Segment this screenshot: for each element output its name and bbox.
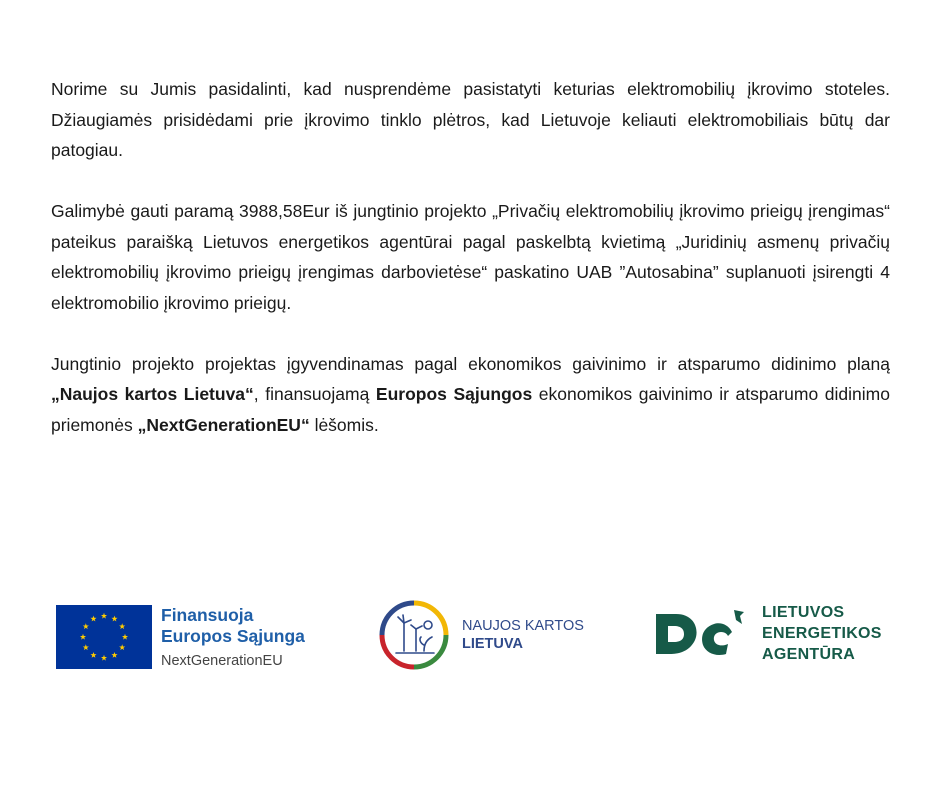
paragraph-project-part2: , finansuojamą bbox=[253, 384, 376, 404]
lea-line-agentura: AGENTŪRA bbox=[762, 646, 856, 663]
paragraph-intro: Norime su Jumis pasidalinti, kad nusprendėme pasistatyti keturias elektromobilių įkrovimo stoteles. Džiaugiamės prisidėdami prie įkrovimo tinklo plėtros, kad Lietuvoje keliauti elektromobiliais būtų dar patogiau. bbox=[51, 79, 890, 160]
lea-logo bbox=[648, 602, 882, 665]
lea-emblem-icon bbox=[648, 604, 748, 664]
eu-star-icon bbox=[80, 634, 86, 640]
eu-star-icon bbox=[90, 652, 96, 658]
lea-line-energetikos: ENERGETIKOS bbox=[762, 625, 882, 642]
eu-logo-text bbox=[161, 605, 305, 671]
naujos-kartos-lietuva-bold: „Naujos kartos Lietuva“ bbox=[51, 384, 254, 404]
paragraph-funding: Galimybė gauti paramą 3988,58Eur iš jungtinio projekto „Privačių elektromobilių įkrovimo prieigų įrengimas“ pateikus paraišką Lietuvos energetikos agentūrai pagal paskelbtą kvietimą „Juridinių asmenų privačių elektromobilių įkrovimo prieigų įrengimas darbovietėse“ paskatino UAB ”Autosabina” suplanuoti įsirengti 4 elektromobilio įkrovimo prieigų. bbox=[51, 201, 890, 313]
eu-star-icon bbox=[119, 644, 125, 650]
paragraph-project-part1: Jungtinio projekto projektas įgyvendinamas pagal ekonomikos gaivinimo ir atsparumo didinimo planą bbox=[51, 353, 890, 374]
eu-line-nextgeneration: NextGenerationEU bbox=[161, 653, 283, 669]
paragraph-project-part4: lėšomis. bbox=[309, 414, 379, 435]
eu-star-icon bbox=[122, 634, 128, 640]
nkl-line-lietuva: LIETUVA bbox=[462, 636, 523, 652]
eu-star-icon bbox=[90, 616, 96, 622]
eu-star-icon bbox=[83, 623, 89, 629]
announcement-text bbox=[51, 74, 890, 471]
eu-flag-icon bbox=[56, 605, 152, 669]
lea-line-lietuvos: LIETUVOS bbox=[762, 604, 845, 621]
eu-star-icon bbox=[111, 616, 117, 622]
naujos-kartos-lietuva-logo bbox=[378, 599, 584, 671]
nkl-emblem-icon bbox=[378, 599, 450, 671]
eu-star-icon bbox=[111, 652, 117, 658]
eu-line-europos-sajunga: Europos Sąjunga bbox=[161, 626, 305, 646]
logo-row bbox=[0, 596, 940, 676]
eu-star-icon bbox=[101, 655, 107, 661]
paragraph-project bbox=[51, 349, 890, 441]
eu-star-icon bbox=[83, 644, 89, 650]
nkl-logo-text bbox=[462, 617, 584, 653]
eu-stars-icon bbox=[56, 605, 152, 669]
eu-star-icon bbox=[101, 613, 107, 619]
eu-funding-logo bbox=[56, 605, 305, 671]
nkl-line-naujos-kartos: NAUJOS KARTOS bbox=[462, 618, 584, 634]
next-generation-eu-bold: „NextGenerationEU“ bbox=[137, 414, 310, 435]
eu-star-icon bbox=[119, 623, 125, 629]
eu-line-finansuoja: Finansuoja bbox=[161, 605, 254, 625]
lea-logo-text bbox=[762, 602, 882, 665]
paragraph-project-part3: ekonomikos gaivinimo ir atsparumo didinimo priemonės bbox=[51, 384, 890, 435]
europos-sajungos-bold: Europos Sąjungos bbox=[375, 384, 533, 404]
